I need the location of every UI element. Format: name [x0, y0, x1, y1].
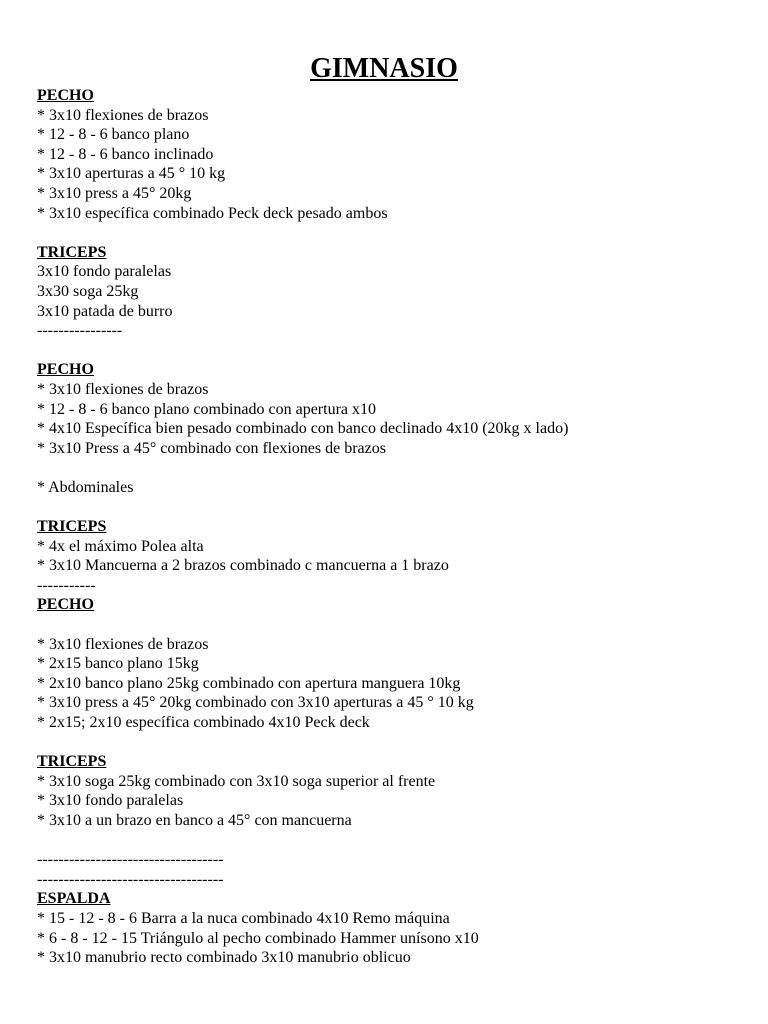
exercise-line: * 3x10 fondo paralelas	[37, 792, 184, 810]
exercise-line: * 3x10 soga 25kg combinado con 3x10 soga superior al frente	[37, 772, 436, 790]
document-body	[37, 86, 737, 968]
exercise-line: * 3x10 Mancuerna a 2 brazos combinado c mancuerna a 1 brazo	[37, 557, 449, 575]
exercise-line: * 12 - 8 - 6 banco inclinado	[37, 145, 214, 163]
section-heading: PECHO	[37, 596, 94, 614]
exercise-line: * 3x10 press a 45° 20kg combinado con 3x10 aperturas a 45 ° 10 kg	[37, 694, 474, 712]
blank-line	[37, 831, 737, 851]
exercise-line: * 3x10 flexiones de brazos	[37, 380, 209, 398]
blank-line	[37, 733, 737, 753]
blank-line	[37, 341, 737, 361]
exercise-line: * 4x el máximo Polea alta	[37, 537, 204, 555]
section-heading: ESPALDA	[37, 890, 111, 908]
exercise-line: * 3x10 press a 45° 20kg	[37, 184, 192, 202]
exercise-line: * 2x15 banco plano 15kg	[37, 655, 199, 673]
exercise-line: 3x10 fondo paralelas	[37, 263, 172, 281]
exercise-line: * 3x10 Press a 45° combinado con flexiones de brazos	[37, 439, 386, 457]
exercise-line: * 3x10 específica combinado Peck deck pesado ambos	[37, 204, 388, 222]
exercise-line: * 3x10 manubrio recto combinado 3x10 manubrio oblicuo	[37, 949, 411, 967]
section-heading: TRICEPS	[37, 753, 107, 771]
exercise-line: * 12 - 8 - 6 banco plano combinado con apertura x10	[37, 400, 377, 418]
exercise-line: * 2x15; 2x10 específica combinado 4x10 Peck deck	[37, 714, 370, 731]
separator-line: -----------------------------------	[37, 851, 224, 869]
exercise-line: * 4x10 Específica bien pesado combinado con banco declinado 4x10 (20kg x lado)	[37, 420, 569, 438]
exercise-line: * 3x10 flexiones de brazos	[37, 106, 209, 124]
exercise-line: * 6 - 8 - 12 - 15 Triángulo al pecho combinado Hammer unísono x10	[37, 929, 479, 947]
section-heading: PECHO	[37, 361, 94, 379]
section-heading: TRICEPS	[37, 518, 107, 536]
exercise-line: * 3x10 a un brazo en banco a 45° con mancuerna	[37, 811, 352, 829]
exercise-line: 3x10 patada de burro	[37, 302, 173, 320]
exercise-line: * 2x10 banco plano 25kg combinado con apertura manguera 10kg	[37, 674, 461, 692]
section-heading: PECHO	[37, 87, 94, 104]
exercise-line: * 15 - 12 - 8 - 6 Barra a la nuca combinado 4x10 Remo máquina	[37, 909, 450, 927]
exercise-line: 3x30 soga 25kg	[37, 282, 139, 300]
separator-line: ----------------	[37, 322, 123, 340]
separator-line: -----------	[37, 576, 96, 594]
exercise-line: * 3x10 flexiones de brazos	[37, 635, 209, 653]
separator-line: -----------------------------------	[37, 870, 224, 888]
blank-line	[37, 458, 737, 478]
blank-line	[37, 615, 737, 635]
blank-line	[37, 223, 737, 243]
blank-line	[37, 497, 737, 517]
section-heading: TRICEPS	[37, 243, 107, 261]
exercise-line: * 3x10 aperturas a 45 ° 10 kg	[37, 165, 226, 183]
exercise-line: * 12 - 8 - 6 banco plano	[37, 126, 190, 144]
document-title: GIMNASIO	[310, 53, 458, 84]
exercise-line: * Abdominales	[37, 478, 134, 496]
document-page	[37, 52, 737, 968]
